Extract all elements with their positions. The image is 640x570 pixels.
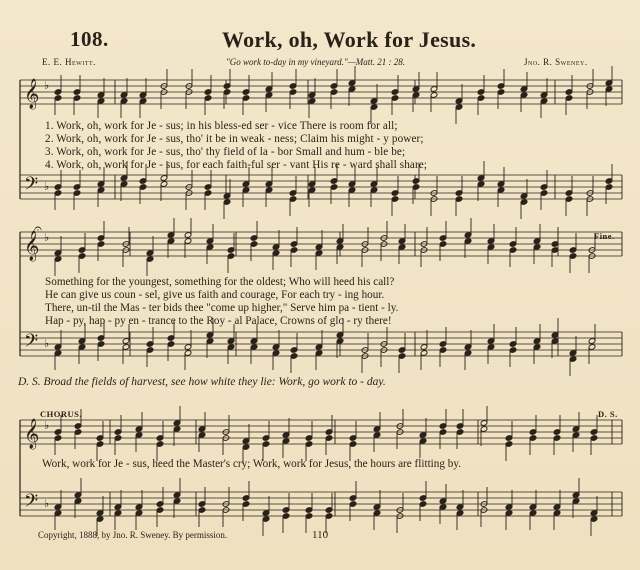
key-signature: ♭ bbox=[44, 79, 50, 92]
author-credit: E. E. Hewitt. bbox=[42, 57, 96, 67]
bass-clef: 𝄢 bbox=[24, 174, 39, 199]
ds-mark: D. S. bbox=[598, 409, 618, 419]
treble-clef: 𝄞 bbox=[24, 79, 40, 109]
verse-3-continuation: There, un-til the Mas - ter bids thee "come up higher," Serve him pa - tient - ly. bbox=[45, 302, 399, 314]
copyright-notice: Copyright, 1888, by Jno. R. Sweney. By permission. bbox=[38, 530, 228, 540]
hymn-title: Work, oh, Work for Jesus. bbox=[222, 27, 477, 52]
key-signature: ♭ bbox=[44, 419, 50, 432]
chorus-label: CHORUS. bbox=[40, 409, 82, 419]
composer-credit: Jno. R. Sweney. bbox=[524, 57, 588, 67]
fermata-mark: 𝄐 bbox=[34, 222, 42, 237]
verse-1-continuation: Something for the youngest, something for the oldest; Who will heed his call? bbox=[45, 276, 395, 288]
key-signature: ♭ bbox=[44, 337, 50, 350]
verse-4-continuation: Hap - py, hap - py en - trance to the Roy - al Palace, Crowns of glo - ry there! bbox=[45, 315, 392, 327]
verse-3-line: 3. Work, oh, work for Je - sus, tho' thy field of la - bor Small and hum - ble be; bbox=[45, 146, 406, 158]
bass-clef: 𝄢 bbox=[24, 331, 39, 356]
page-number: 110 bbox=[312, 529, 329, 541]
fine-mark: Fine. bbox=[594, 231, 615, 241]
treble-clef: 𝄞 bbox=[24, 231, 40, 261]
bass-clef: 𝄢 bbox=[24, 491, 39, 516]
verse-2-continuation: He can give us coun - sel, give us faith and courage, For each try - ing hour. bbox=[45, 289, 385, 301]
chorus-lyric: Work, work for Je - sus, heed the Master's cry; Work, work for Jesus, the hours are flitting by. bbox=[42, 458, 462, 470]
scripture-reference: "Go work to-day in my vineyard."—Matt. 21 : 28. bbox=[226, 57, 405, 67]
key-signature: ♭ bbox=[44, 497, 50, 510]
verse-4-line: 4. Work, oh, work for Je - sus, for each faith-ful ser - vant His re - ward shall share; bbox=[45, 159, 428, 171]
key-signature: ♭ bbox=[44, 180, 50, 193]
verse-2-line: 2. Work, oh, work for Je - sus, tho' it be in weak - ness; Claim his might - y power; bbox=[45, 133, 424, 145]
hymn-number: 108. bbox=[70, 27, 109, 51]
key-signature: ♭ bbox=[44, 231, 50, 244]
treble-clef: 𝄞 bbox=[24, 419, 40, 449]
ds-instruction: D. S. Broad the fields of harvest, see how white they lie: Work, go work to - day. bbox=[18, 376, 386, 388]
verse-1-line: 1. Work, oh, work for Je - sus; in his bless-ed ser - vice There is room for all; bbox=[45, 120, 398, 132]
